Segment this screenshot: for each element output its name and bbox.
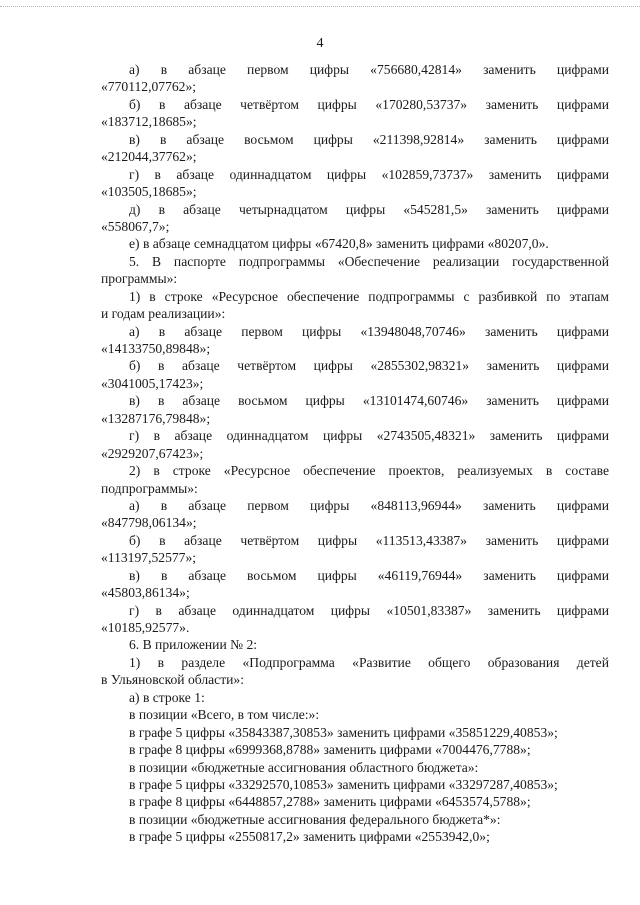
text-line: а) в абзаце первом цифры «756680,42814» заменить цифрами [129, 62, 609, 77]
text-line: в) в абзаце восьмом цифры «13101474,60746» заменить цифрами [129, 393, 609, 409]
text-line: в графе 8 цифры «6448857,2788» заменить цифрами «6453574,5788»; [129, 794, 531, 810]
text-line: 2) в строке «Ресурсное обеспечение проектов, реализуемых в составе [129, 463, 609, 479]
text-line: д) в абзаце четырнадцатом цифры «545281,5» заменить цифрами [129, 201, 609, 217]
text-line: «13287176,79848»; [101, 410, 211, 426]
text-line: подпрограммы»: [101, 480, 198, 496]
text-line: «103505,18685»; [101, 184, 197, 200]
text-line: а) в абзаце первом цифры «13948048,70746» заменить цифрами [129, 323, 609, 339]
text-line: 5. В паспорте подпрограммы «Обеспечение реализации государственной [129, 253, 609, 269]
text-line: «770112,07762»; [101, 79, 197, 95]
text-line: г) в абзаце одиннадцатом цифры «2743505,48321» заменить цифрами [129, 428, 609, 444]
text-line: «113197,52577»; [101, 550, 197, 566]
text-line: «45803,86134»; [101, 585, 190, 601]
text-line: «212044,37762»; [101, 149, 197, 165]
text-line: «3041005,17423»; [101, 375, 204, 391]
text-line: в) в абзаце восьмом цифры «211398,92814» заменить цифрами [129, 131, 609, 147]
text-line: в позиции «бюджетные ассигнования областного бюджета»: [129, 759, 479, 775]
text-line: в Ульяновской области»: [101, 672, 244, 688]
text-line: в графе 5 цифры «33292570,10853» заменить цифрами «33297287,40853»; [129, 776, 558, 792]
text-line: «183712,18685»; [101, 114, 197, 130]
text-line: «847798,06134»; [101, 515, 197, 531]
text-line: 1) в строке «Ресурсное обеспечение подпрограммы с разбивкой по этапам [129, 288, 609, 304]
scan-artifact [0, 6, 640, 8]
text-line: в графе 5 цифры «35843387,30853» заменить цифрами «35851229,40853»; [129, 724, 558, 740]
page-number: 4 [316, 36, 324, 51]
text-line: а) в строке 1: [129, 689, 205, 705]
text-line: в позиции «Всего, в том числе:»: [129, 707, 320, 723]
document-body [101, 61, 609, 846]
text-line: г) в абзаце одиннадцатом цифры «102859,73737» заменить цифрами [129, 166, 609, 182]
text-line: «10185,92577». [101, 620, 190, 635]
text-line: в графе 5 цифры «2550817,2» заменить цифрами «2553942,0»; [129, 829, 490, 845]
text-line: б) в абзаце четвёртом цифры «170280,53737» заменить цифрами [129, 96, 609, 112]
text-line: в позиции «бюджетные ассигнования федерального бюджета*»: [129, 811, 501, 827]
text-line: б) в абзаце четвёртом цифры «2855302,98321» заменить цифрами [129, 358, 609, 374]
text-line: «2929207,67423»; [101, 445, 204, 461]
text-line: в) в абзаце восьмом цифры «46119,76944» заменить цифрами [129, 567, 609, 583]
text-line: 1) в разделе «Подпрограмма «Развитие общего образования детей [129, 654, 609, 670]
text-line: е) в абзаце семнадцатом цифры «67420,8» заменить цифрами «80207,0». [129, 236, 549, 252]
text-line: а) в абзаце первом цифры «848113,96944» заменить цифрами [129, 497, 609, 513]
text-line: «558067,7»; [101, 218, 170, 234]
text-line: в графе 8 цифры «6999368,8788» заменить цифрами «7004476,7788»; [129, 742, 531, 758]
text-line: программы»: [101, 271, 178, 287]
text-line: б) в абзаце четвёртом цифры «113513,43387» заменить цифрами [129, 532, 609, 548]
text-line: и годам реализации»: [101, 306, 226, 322]
text-line: 6. В приложении № 2: [129, 637, 258, 653]
text-line: «14133750,89848»; [101, 341, 211, 356]
text-line: г) в абзаце одиннадцатом цифры «10501,83387» заменить цифрами [129, 602, 609, 618]
